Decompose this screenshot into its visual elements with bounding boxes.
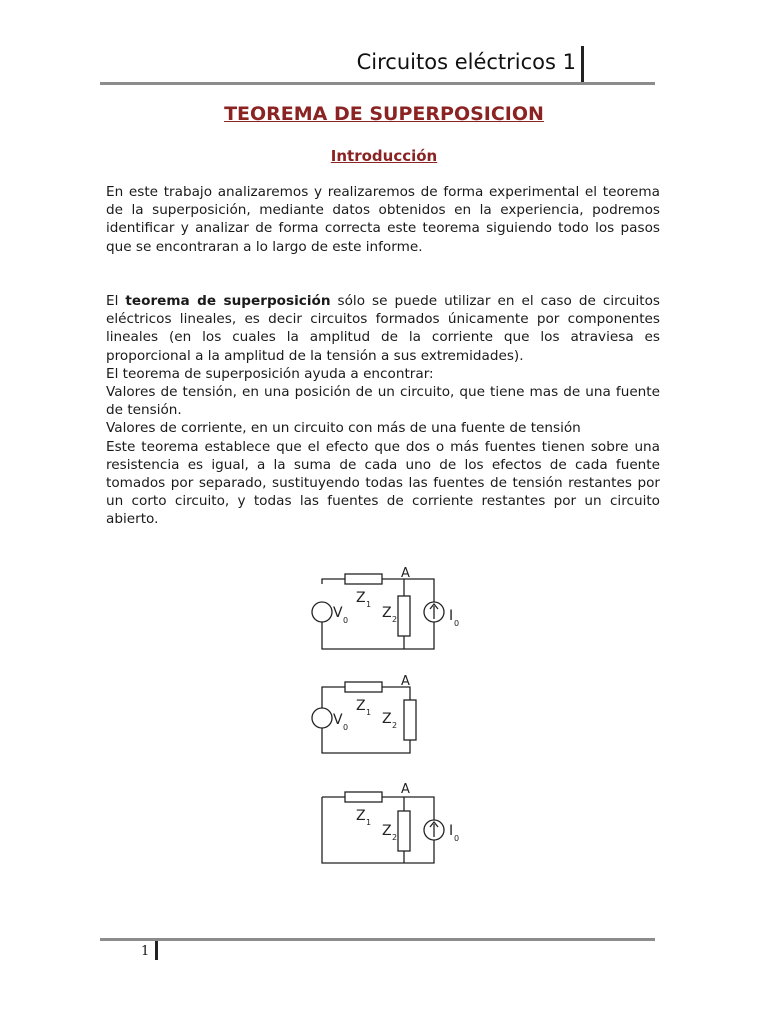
document-title: TEOREMA DE SUPERPOSICION xyxy=(224,103,544,125)
circuit-diagram-full xyxy=(300,560,470,660)
z2-label: Z xyxy=(382,823,392,839)
i0-label: I xyxy=(449,608,454,624)
definition-lead: El xyxy=(106,293,126,309)
page-number: 1 xyxy=(141,944,150,959)
z1-subscript: 1 xyxy=(366,708,372,717)
v0-label: V xyxy=(333,605,343,621)
z1-subscript: 1 xyxy=(366,818,372,827)
circuit-diagram-current-source xyxy=(300,778,470,870)
running-header: Circuitos eléctricos 1 xyxy=(356,50,576,74)
current-line: Valores de corriente, en un circuito con más de una fuente de tensión xyxy=(106,420,581,437)
header-divider xyxy=(581,46,584,82)
v0-label: V xyxy=(333,712,343,728)
z2-subscript: 2 xyxy=(392,615,398,624)
definition-paragraph xyxy=(106,292,660,365)
section-heading: Introducción xyxy=(330,147,438,165)
node-label-a: A xyxy=(401,674,410,689)
z2-subscript: 2 xyxy=(392,833,398,842)
v0-subscript: 0 xyxy=(343,616,349,625)
z1-label: Z xyxy=(356,808,366,824)
node-label-a: A xyxy=(401,566,410,581)
intro-paragraph xyxy=(106,183,660,256)
circuit-diagram-voltage-source xyxy=(300,668,440,760)
v0-subscript: 0 xyxy=(343,723,349,732)
body-paragraphs xyxy=(106,292,660,529)
z1-subscript: 1 xyxy=(366,600,372,609)
footer-rule xyxy=(100,938,655,941)
node-label-a: A xyxy=(401,782,410,797)
header-rule xyxy=(100,82,655,85)
definition-bold-term: teorema de superposición xyxy=(125,293,331,309)
helps-line: El teorema de superposición ayuda a encontrar: xyxy=(106,365,434,382)
z1-label: Z xyxy=(356,590,366,606)
z2-label: Z xyxy=(382,711,392,727)
i0-subscript: 0 xyxy=(454,619,460,628)
z2-label: Z xyxy=(382,605,392,621)
i0-subscript: 0 xyxy=(454,834,460,843)
z1-label: Z xyxy=(356,698,366,714)
intro-paragraph-text: En este trabajo analizaremos y realizaremos de forma experimental el teorema de la superposición, mediante datos obtenidos en la experiencia, podremos identificar y analizar de forma correcta este teorema siguiendo todo los pasos que se encontraran a lo largo de este informe. xyxy=(106,184,660,255)
establishes-paragraph: Este teorema establece que el efecto que dos o más fuentes tienen sobre una resistencia es igual, a la suma de cada uno de los efectos de cada fuente tomados por separado, sustituyendo todas las fuentes de tensión restantes por un corto circuito, y todas las fuentes de corriente restantes por un circuito abierto. xyxy=(106,438,660,528)
definition-rest: sólo se puede utilizar en el caso de circuitos eléctricos lineales, es decir circuitos formados únicamente por componentes lineales (en los cuales la amplitud de la corriente que los atraviesa es proporcional a la amplitud de la tensión a sus extremidades). xyxy=(106,293,660,364)
i0-label: I xyxy=(449,823,454,839)
voltage-line: Valores de tensión, en una posición de un circuito, que tiene mas de una fuente de tensión. xyxy=(106,384,660,419)
z2-subscript: 2 xyxy=(392,721,398,730)
footer-divider xyxy=(155,941,158,960)
